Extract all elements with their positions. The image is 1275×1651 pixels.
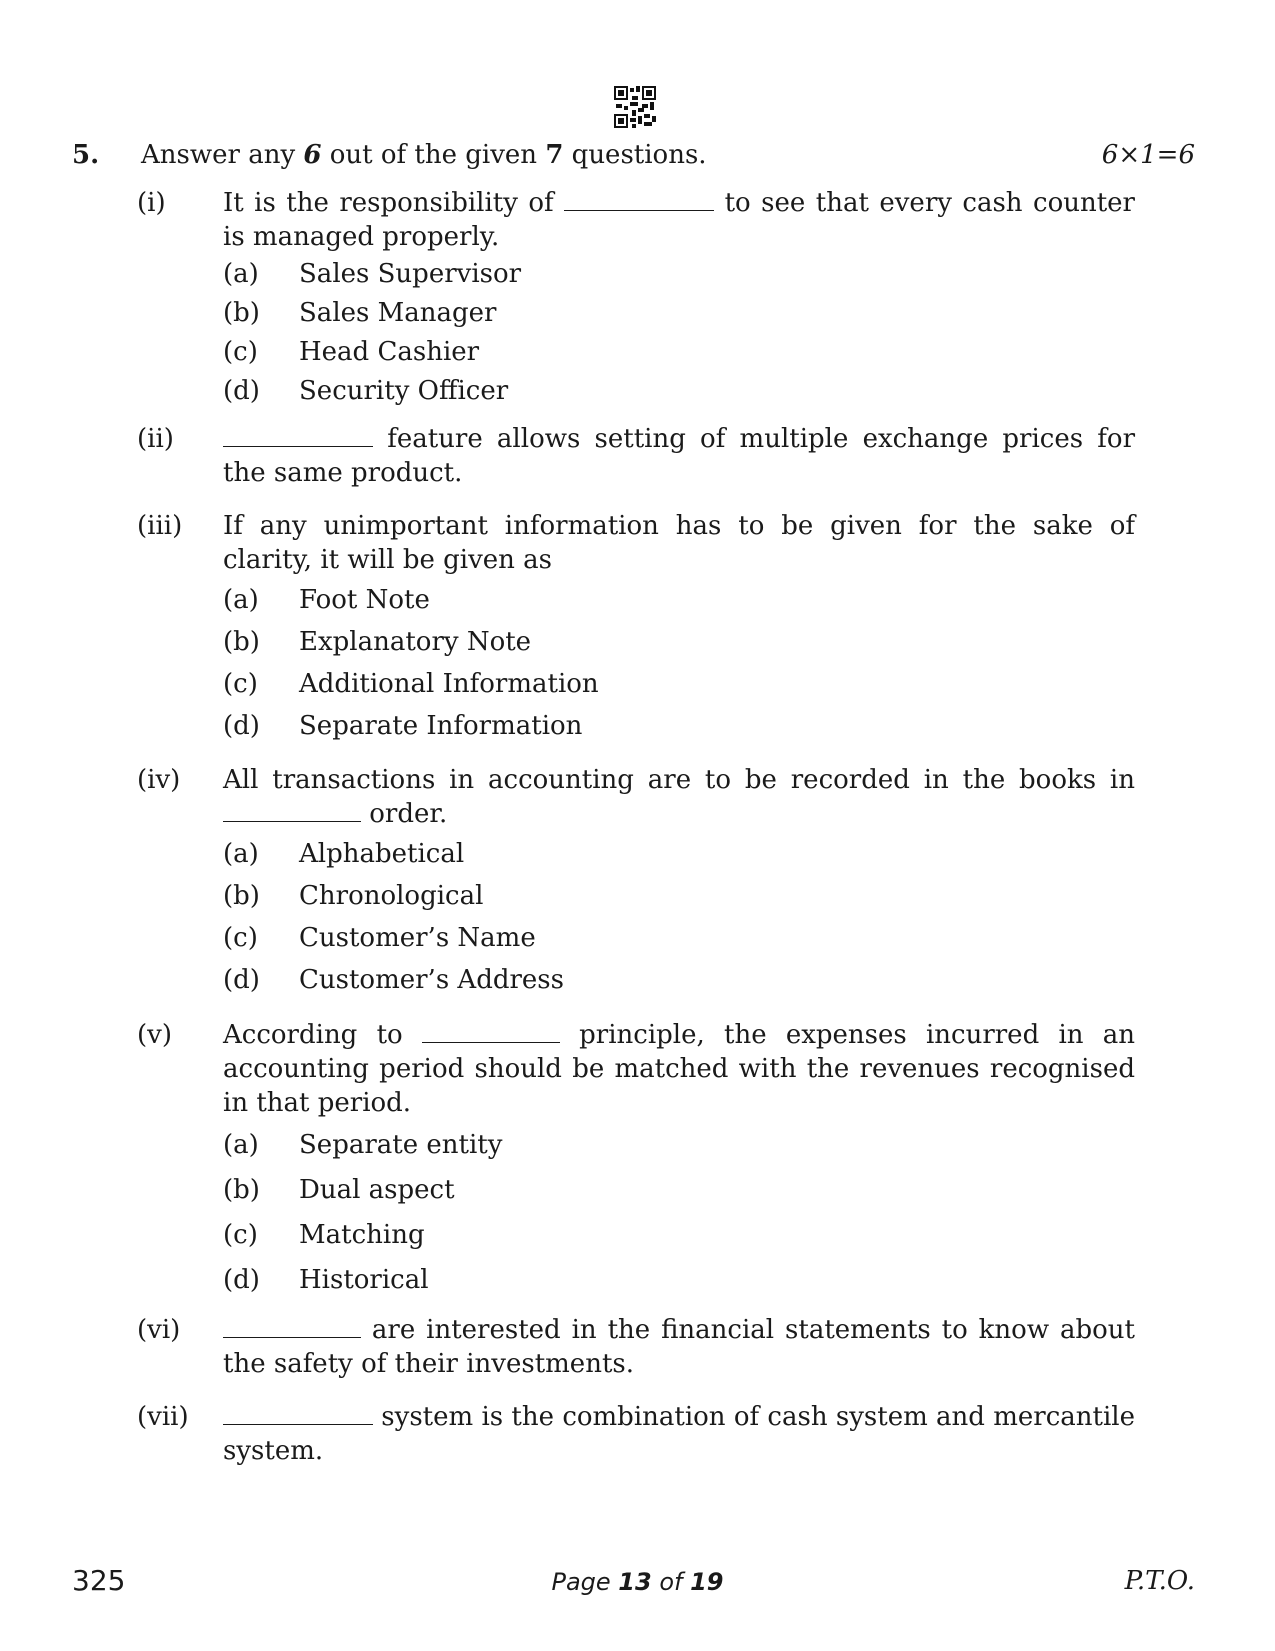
sub-question-number: (vii) <box>137 1402 189 1432</box>
option-c: (c) Head Cashier <box>223 337 480 367</box>
answer-blank <box>223 424 373 447</box>
option-b: (b) Chronological <box>223 881 484 911</box>
question-instruction: Answer any 6 out of the given 7 questions. <box>141 140 707 170</box>
option-d: (d) Separate Information <box>223 711 583 741</box>
answer-blank <box>223 1315 361 1338</box>
question-stem: are interested in the financial statements to know about the safety of their investments. <box>223 1315 1135 1379</box>
option-b: (b) Dual aspect <box>223 1175 455 1205</box>
question-number: 5. <box>72 140 100 170</box>
question-stem: system is the combination of cash system and mercantile system. <box>223 1402 1135 1466</box>
question-stem: All transactions in accounting are to be recorded in the books in order. <box>223 765 1135 829</box>
sub-question-vii <box>137 1400 1137 1468</box>
option-d: (d) Customer’s Address <box>223 965 564 995</box>
question-stem: According to principle, the expenses incurred in an accounting period should be matched with the revenues recognised in that period. <box>223 1020 1135 1118</box>
option-b: (b) Explanatory Note <box>223 627 532 657</box>
marks-allocation: 6×1=6 <box>1101 140 1195 170</box>
option-a: (a) Alphabetical <box>223 839 465 869</box>
sub-question-number: (iv) <box>137 765 181 795</box>
sub-question-vi <box>137 1313 1137 1381</box>
question-stem: feature allows setting of multiple exchange prices for the same product. <box>223 424 1135 488</box>
sub-question-v <box>137 1018 1137 1308</box>
option-d: (d) Historical <box>223 1265 429 1295</box>
option-c: (c) Customer’s Name <box>223 923 536 953</box>
sub-question-number: (ii) <box>137 424 174 454</box>
answer-blank <box>223 1402 373 1425</box>
question-stem: If any unimportant information has to be given for the sake of clarity, it will be given as <box>223 511 1135 575</box>
page-indicator: Page 13 of 19 <box>551 1568 724 1596</box>
sub-question-number: (v) <box>137 1020 172 1050</box>
sub-question-ii <box>137 422 1137 490</box>
paper-code: 325 <box>72 1564 126 1597</box>
option-a: (a) Separate entity <box>223 1130 503 1160</box>
sub-question-number: (i) <box>137 188 166 218</box>
option-a: (a) Foot Note <box>223 585 430 615</box>
answer-blank <box>223 799 361 822</box>
sub-question-iii <box>137 509 1137 751</box>
sub-question-number: (vi) <box>137 1315 181 1345</box>
answer-blank <box>422 1020 560 1043</box>
option-d: (d) Security Officer <box>223 376 509 406</box>
sub-question-i <box>137 186 1137 413</box>
option-c: (c) Additional Information <box>223 669 599 699</box>
option-a: (a) Sales Supervisor <box>223 259 522 289</box>
sub-question-number: (iii) <box>137 511 183 541</box>
answer-blank <box>564 188 714 211</box>
option-c: (c) Matching <box>223 1220 425 1250</box>
sub-question-iv <box>137 763 1137 1005</box>
please-turn-over: P.T.O. <box>1124 1566 1195 1596</box>
question-stem: It is the responsibility of to see that every cash counter is managed properly. <box>223 188 1135 252</box>
qr-code-icon <box>614 86 656 128</box>
option-b: (b) Sales Manager <box>223 298 497 328</box>
